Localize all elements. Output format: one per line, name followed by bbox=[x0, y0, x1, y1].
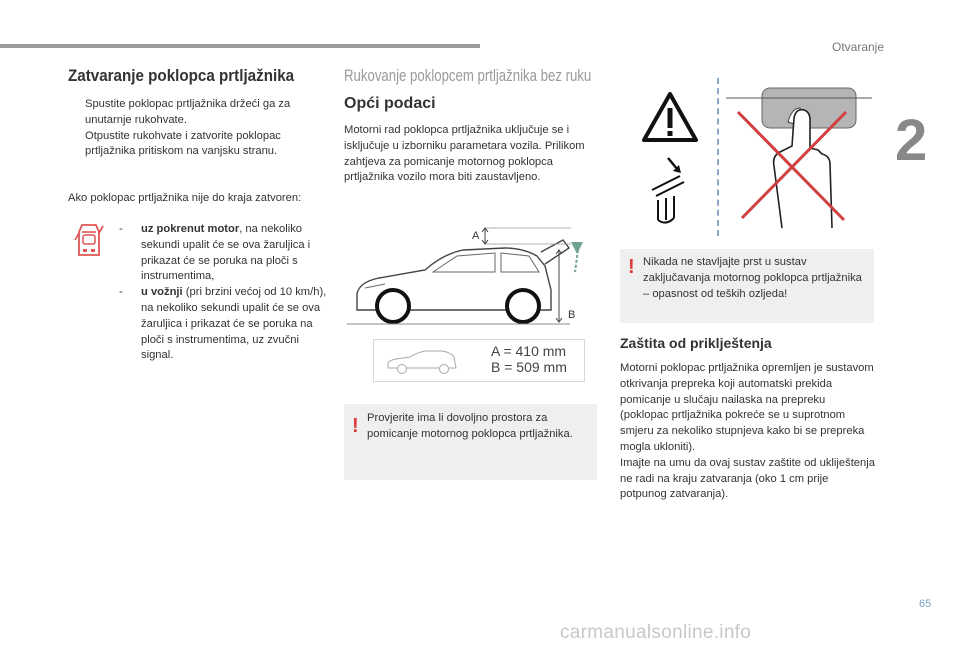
dimension-box bbox=[373, 339, 585, 382]
handsfree-title: Rukovanje poklopcem prtljažnika bez ruku bbox=[344, 67, 592, 85]
tailgate-clearance-diagram bbox=[345, 218, 595, 338]
condition-text: (pri brzini većoj od 10 km/h), na nekoliko sekundi upalit će se ova žaruljica i prikazat će se poruka na ploči s instrumentima, uz zvučni signal. bbox=[141, 286, 327, 362]
general-info-text: Motorni rad poklopca prtljažnika uključuje se i isključuje u izborniku parametara vozila. Prilikom zahtjeva za pomicanje motornog poklopca prtljažnika vozilo mora biti zaustavljeno. bbox=[344, 124, 585, 184]
condition-bold: uz pokrenut motor bbox=[141, 223, 240, 235]
list-item bbox=[68, 97, 323, 129]
bullet-marker bbox=[68, 129, 78, 161]
condition-text: , na nekoliko sekundi upalit će se ova žaruljica i prikazat će se poruka na ploči s instrumentima, bbox=[141, 223, 311, 283]
closing-steps bbox=[68, 97, 323, 160]
list-item bbox=[68, 129, 323, 161]
dimension-a: A = 410 mm bbox=[491, 343, 567, 359]
car-outline-icon bbox=[384, 348, 464, 376]
general-info-subtitle: Opći podaci bbox=[344, 95, 436, 112]
list-item bbox=[119, 285, 327, 364]
caution-hand-illustration bbox=[640, 88, 700, 228]
latch-warning-text: Nikada ne stavljajte prst u sustav zaključavanja motornog poklopca prtljažnika – opasnost od teških ozljeda! bbox=[643, 256, 862, 300]
warning-exclamation-icon: ! bbox=[352, 415, 359, 437]
dash-marker: - bbox=[119, 286, 123, 299]
step-text: Otpustite rukohvate i zatvorite poklopac prtljažnika pritiskom na vanjsku stranu. bbox=[85, 129, 281, 158]
warning-conditions bbox=[119, 222, 327, 364]
chapter-number: 2 bbox=[895, 108, 928, 173]
boot-open-warning-lamp-icon bbox=[74, 222, 104, 258]
not-closed-intro: Ako poklopac prtljažnika nije do kraja zatvoren: bbox=[68, 192, 302, 204]
condition-bold: u vožnji bbox=[141, 286, 183, 299]
step-text: Spustite poklopac prtljažnika držeći ga za unutarnje rukohvate. bbox=[85, 98, 291, 126]
finger-in-latch-prohibited-illustration bbox=[722, 78, 874, 238]
closing-title: Zatvaranje poklopca prtljažnika bbox=[68, 67, 295, 85]
dimension-b: B = 509 mm bbox=[491, 359, 567, 375]
space-warning-text: Provjerite ima li dovoljno prostora za pomicanje motornog poklopca prtljažnika. bbox=[367, 412, 573, 440]
anti-pinch-note: Imajte na umu da ovaj sustav zaštite od ukliještenja ne radi na kraju zatvaranja (oko 1 cm prije potpunog zatvaranja). bbox=[620, 456, 875, 501]
label-b: B bbox=[568, 309, 576, 321]
list-item bbox=[119, 222, 327, 285]
section-title: Otvaranje bbox=[832, 40, 885, 54]
header-rule bbox=[0, 44, 480, 48]
bullet-marker bbox=[68, 97, 78, 129]
dash-marker: - bbox=[119, 223, 123, 235]
label-a: A bbox=[472, 230, 480, 242]
watermark: carmanualsonline.info bbox=[560, 622, 752, 643]
latch-warning-box bbox=[620, 249, 874, 323]
space-warning-box bbox=[344, 404, 597, 480]
anti-pinch-text bbox=[620, 361, 876, 503]
anti-pinch-paragraph: Motorni poklopac prtljažnika opremljen je sustavom otkrivanja prepreka koji automatski prekida pomicanje u slučaju nailaska na prepreku (poklopac prtljažnika pokreće se u suprotnom smjeru za nekoliko stupnjeva kako bi se prepreka mogla ukloniti). bbox=[620, 362, 874, 453]
illustration-divider bbox=[717, 78, 719, 236]
page-number: 65 bbox=[919, 598, 932, 610]
warning-exclamation-icon: ! bbox=[628, 256, 635, 278]
anti-pinch-subtitle: Zaštita od priklještenja bbox=[620, 335, 772, 351]
